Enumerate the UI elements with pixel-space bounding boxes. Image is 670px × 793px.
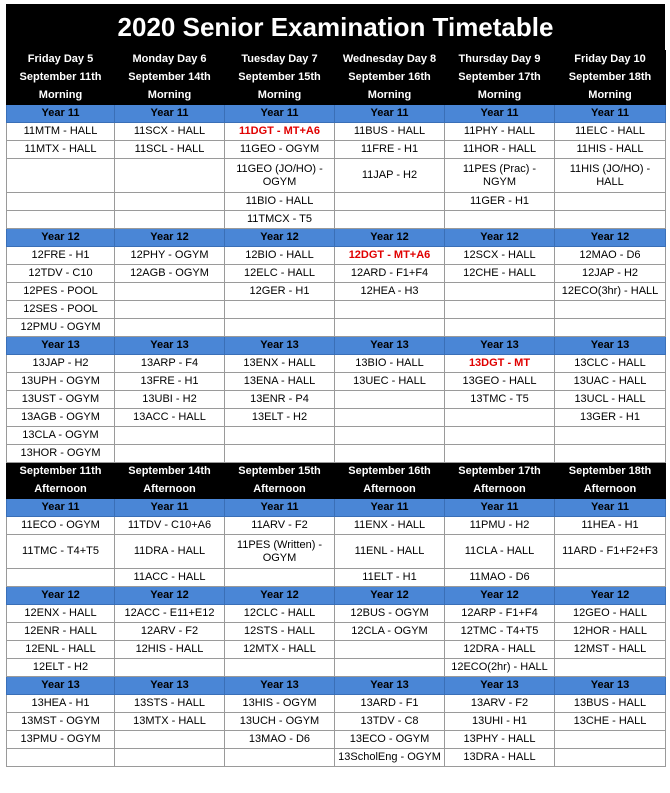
morning-day-header: September 11th xyxy=(7,69,115,87)
exam-cell: 13CHE - HALL xyxy=(555,713,666,731)
year-label: Year 13 xyxy=(335,337,445,355)
exam-cell: 13TMC - T5 xyxy=(445,391,555,409)
exam-cell: 11GER - H1 xyxy=(445,193,555,211)
afternoon-day-header: Afternoon xyxy=(7,481,115,499)
table-row xyxy=(7,301,666,319)
empty-cell xyxy=(225,569,335,587)
exam-cell: 13UCH - OGYM xyxy=(225,713,335,731)
exam-cell: 11DGT - MT+A6 xyxy=(225,123,335,141)
exam-cell: 12ENL - HALL xyxy=(7,641,115,659)
morning-day-header: Morning xyxy=(445,87,555,105)
exam-cell: 13ENA - HALL xyxy=(225,373,335,391)
exam-cell: 11MTM - HALL xyxy=(7,123,115,141)
empty-cell xyxy=(335,659,445,677)
morning-day-header: Wednesday Day 8 xyxy=(335,51,445,69)
table-row xyxy=(7,427,666,445)
year-label: Year 13 xyxy=(115,337,225,355)
morning-day-header: Morning xyxy=(555,87,666,105)
exam-cell: 12ENR - HALL xyxy=(7,623,115,641)
exam-cell: 11ELC - HALL xyxy=(555,123,666,141)
year-label: Year 12 xyxy=(7,229,115,247)
exam-cell: 11HEA - H1 xyxy=(555,517,666,535)
afternoon-year-band xyxy=(7,587,666,605)
year-label: Year 13 xyxy=(225,337,335,355)
exam-cell: 11PHY - HALL xyxy=(445,123,555,141)
empty-cell xyxy=(115,283,225,301)
afternoon-day-header: September 15th xyxy=(225,463,335,481)
exam-cell: 13UST - OGYM xyxy=(7,391,115,409)
morning-day-header: September 14th xyxy=(115,69,225,87)
exam-cell: 11PMU - H2 xyxy=(445,517,555,535)
exam-cell: 12GEO - HALL xyxy=(555,605,666,623)
morning-day-header: Tuesday Day 7 xyxy=(225,51,335,69)
exam-cell: 13ENX - HALL xyxy=(225,355,335,373)
exam-cell: 11GEO (JO/HO) - OGYM xyxy=(225,159,335,193)
exam-cell: 13ARD - F1 xyxy=(335,695,445,713)
year-label: Year 11 xyxy=(335,105,445,123)
exam-cell: 11JAP - H2 xyxy=(335,159,445,193)
exam-cell: 13GER - H1 xyxy=(555,409,666,427)
year-label: Year 13 xyxy=(335,677,445,695)
afternoon-day-header: Afternoon xyxy=(445,481,555,499)
exam-cell: 13AGB - OGYM xyxy=(7,409,115,427)
empty-cell xyxy=(225,749,335,767)
morning-day-header: September 15th xyxy=(225,69,335,87)
exam-cell: 12ELT - H2 xyxy=(7,659,115,677)
exam-cell: 13GEO - HALL xyxy=(445,373,555,391)
exam-cell: 13UPH - OGYM xyxy=(7,373,115,391)
empty-cell xyxy=(225,319,335,337)
morning-year-band xyxy=(7,337,666,355)
empty-cell xyxy=(555,427,666,445)
morning-day-header: September 18th xyxy=(555,69,666,87)
exam-cell: 12TMC - T4+T5 xyxy=(445,623,555,641)
exam-cell: 12HIS - HALL xyxy=(115,641,225,659)
table-row xyxy=(7,409,666,427)
morning-year-band xyxy=(7,229,666,247)
table-row xyxy=(7,713,666,731)
empty-cell xyxy=(445,445,555,463)
year-label: Year 12 xyxy=(555,587,666,605)
exam-cell: 12MAO - D6 xyxy=(555,247,666,265)
page-title: 2020 Senior Examination Timetable xyxy=(6,4,665,50)
exam-cell: 11MTX - HALL xyxy=(7,141,115,159)
year-label: Year 11 xyxy=(555,499,666,517)
afternoon-day-header: Afternoon xyxy=(335,481,445,499)
table-row xyxy=(7,141,666,159)
year-label: Year 13 xyxy=(555,337,666,355)
exam-cell: 12CLA - OGYM xyxy=(335,623,445,641)
empty-cell xyxy=(115,749,225,767)
exam-cell: 12DRA - HALL xyxy=(445,641,555,659)
exam-cell: 11DRA - HALL xyxy=(115,535,225,569)
table-row xyxy=(7,391,666,409)
exam-cell: 12GER - H1 xyxy=(225,283,335,301)
exam-cell: 12ECO(2hr) - HALL xyxy=(445,659,555,677)
exam-cell: 12ECO(3hr) - HALL xyxy=(555,283,666,301)
exam-cell: 11TDV - C10+A6 xyxy=(115,517,225,535)
exam-cell: 13MAO - D6 xyxy=(225,731,335,749)
empty-cell xyxy=(555,319,666,337)
exam-cell: 11ACC - HALL xyxy=(115,569,225,587)
exam-cell: 12ENX - HALL xyxy=(7,605,115,623)
empty-cell xyxy=(115,319,225,337)
empty-cell xyxy=(7,211,115,229)
exam-cell: 12PES - POOL xyxy=(7,283,115,301)
year-label: Year 11 xyxy=(7,499,115,517)
exam-cell: 13PMU - OGYM xyxy=(7,731,115,749)
exam-cell: 12HEA - H3 xyxy=(335,283,445,301)
exam-cell: 12ARP - F1+F4 xyxy=(445,605,555,623)
exam-cell: 13UCL - HALL xyxy=(555,391,666,409)
year-label: Year 12 xyxy=(225,229,335,247)
exam-cell: 12SES - POOL xyxy=(7,301,115,319)
empty-cell xyxy=(115,193,225,211)
year-label: Year 12 xyxy=(445,587,555,605)
exam-cell: 11PES (Prac) - NGYM xyxy=(445,159,555,193)
morning-header-row xyxy=(7,69,666,87)
empty-cell xyxy=(7,569,115,587)
year-label: Year 12 xyxy=(445,229,555,247)
afternoon-day-header: September 17th xyxy=(445,463,555,481)
exam-cell: 12HOR - HALL xyxy=(555,623,666,641)
exam-cell: 12ELC - HALL xyxy=(225,265,335,283)
exam-cell: 12ARD - F1+F4 xyxy=(335,265,445,283)
exam-cell: 13PHY - HALL xyxy=(445,731,555,749)
exam-cell: 11SCX - HALL xyxy=(115,123,225,141)
timetable-table xyxy=(6,50,666,767)
exam-cell: 13ARV - F2 xyxy=(445,695,555,713)
exam-cell: 12MTX - HALL xyxy=(225,641,335,659)
table-row xyxy=(7,283,666,301)
table-row xyxy=(7,623,666,641)
afternoon-year-band xyxy=(7,499,666,517)
table-row xyxy=(7,605,666,623)
year-label: Year 12 xyxy=(225,587,335,605)
year-label: Year 12 xyxy=(115,587,225,605)
morning-day-header: September 17th xyxy=(445,69,555,87)
empty-cell xyxy=(225,301,335,319)
exam-cell: 11CLA - HALL xyxy=(445,535,555,569)
table-row xyxy=(7,159,666,193)
afternoon-day-header: Afternoon xyxy=(225,481,335,499)
exam-cell: 13MST - OGYM xyxy=(7,713,115,731)
afternoon-header-row xyxy=(7,481,666,499)
year-label: Year 12 xyxy=(335,587,445,605)
exam-cell: 13HEA - H1 xyxy=(7,695,115,713)
empty-cell xyxy=(7,749,115,767)
morning-day-header: Thursday Day 9 xyxy=(445,51,555,69)
table-row xyxy=(7,749,666,767)
exam-cell: 11GEO - OGYM xyxy=(225,141,335,159)
year-label: Year 12 xyxy=(555,229,666,247)
empty-cell xyxy=(445,409,555,427)
empty-cell xyxy=(445,319,555,337)
morning-day-header: Morning xyxy=(335,87,445,105)
exam-cell: 12BIO - HALL xyxy=(225,247,335,265)
exam-cell: 11ENL - HALL xyxy=(335,535,445,569)
exam-cell: 13ScholEng - OGYM xyxy=(335,749,445,767)
morning-day-header: Friday Day 10 xyxy=(555,51,666,69)
afternoon-year-band xyxy=(7,677,666,695)
year-label: Year 13 xyxy=(445,337,555,355)
morning-day-header: September 16th xyxy=(335,69,445,87)
year-label: Year 11 xyxy=(225,105,335,123)
year-label: Year 12 xyxy=(7,587,115,605)
table-row xyxy=(7,695,666,713)
year-label: Year 13 xyxy=(115,677,225,695)
exam-cell: 11TMC - T4+T5 xyxy=(7,535,115,569)
exam-cell: 13ENR - P4 xyxy=(225,391,335,409)
empty-cell xyxy=(445,283,555,301)
exam-cell: 13CLA - OGYM xyxy=(7,427,115,445)
empty-cell xyxy=(115,731,225,749)
table-row xyxy=(7,265,666,283)
table-row xyxy=(7,731,666,749)
exam-cell: 11ECO - OGYM xyxy=(7,517,115,535)
empty-cell xyxy=(555,211,666,229)
exam-cell: 13MTX - HALL xyxy=(115,713,225,731)
exam-cell: 13BIO - HALL xyxy=(335,355,445,373)
exam-cell: 13UEC - HALL xyxy=(335,373,445,391)
exam-cell: 11MAO - D6 xyxy=(445,569,555,587)
exam-cell: 11BIO - HALL xyxy=(225,193,335,211)
empty-cell xyxy=(335,391,445,409)
exam-cell: 12AGB - OGYM xyxy=(115,265,225,283)
afternoon-day-header: September 14th xyxy=(115,463,225,481)
year-label: Year 11 xyxy=(445,499,555,517)
empty-cell xyxy=(115,301,225,319)
table-row xyxy=(7,123,666,141)
empty-cell xyxy=(7,159,115,193)
exam-cell: 12CHE - HALL xyxy=(445,265,555,283)
exam-cell: 11SCL - HALL xyxy=(115,141,225,159)
table-row xyxy=(7,659,666,677)
empty-cell xyxy=(335,641,445,659)
table-row xyxy=(7,211,666,229)
empty-cell xyxy=(115,211,225,229)
empty-cell xyxy=(555,731,666,749)
year-label: Year 11 xyxy=(335,499,445,517)
exam-cell: 13JAP - H2 xyxy=(7,355,115,373)
exam-cell: 12SCX - HALL xyxy=(445,247,555,265)
table-row xyxy=(7,193,666,211)
year-label: Year 13 xyxy=(445,677,555,695)
year-label: Year 11 xyxy=(445,105,555,123)
exam-cell: 13ELT - H2 xyxy=(225,409,335,427)
exam-cell: 13CLC - HALL xyxy=(555,355,666,373)
year-label: Year 11 xyxy=(7,105,115,123)
empty-cell xyxy=(555,193,666,211)
empty-cell xyxy=(115,427,225,445)
empty-cell xyxy=(115,659,225,677)
table-row xyxy=(7,641,666,659)
exam-cell: 11FRE - H1 xyxy=(335,141,445,159)
empty-cell xyxy=(335,427,445,445)
exam-cell: 11HOR - HALL xyxy=(445,141,555,159)
empty-cell xyxy=(445,427,555,445)
exam-cell: 12BUS - OGYM xyxy=(335,605,445,623)
table-row xyxy=(7,355,666,373)
exam-cell: 12STS - HALL xyxy=(225,623,335,641)
exam-cell: 13BUS - HALL xyxy=(555,695,666,713)
morning-year-band xyxy=(7,105,666,123)
afternoon-day-header: September 18th xyxy=(555,463,666,481)
table-row xyxy=(7,535,666,569)
exam-cell: 12FRE - H1 xyxy=(7,247,115,265)
empty-cell xyxy=(555,445,666,463)
table-row xyxy=(7,445,666,463)
empty-cell xyxy=(335,301,445,319)
exam-cell: 13DGT - MT xyxy=(445,355,555,373)
year-label: Year 13 xyxy=(225,677,335,695)
exam-cell: 11ENX - HALL xyxy=(335,517,445,535)
exam-cell: 11ELT - H1 xyxy=(335,569,445,587)
table-row xyxy=(7,247,666,265)
empty-cell xyxy=(555,301,666,319)
year-label: Year 11 xyxy=(555,105,666,123)
morning-header-row xyxy=(7,87,666,105)
year-label: Year 11 xyxy=(115,105,225,123)
empty-cell xyxy=(335,319,445,337)
exam-cell: 12JAP - H2 xyxy=(555,265,666,283)
empty-cell xyxy=(225,445,335,463)
empty-cell xyxy=(225,427,335,445)
exam-cell: 13ACC - HALL xyxy=(115,409,225,427)
morning-day-header: Monday Day 6 xyxy=(115,51,225,69)
exam-cell: 12PHY - OGYM xyxy=(115,247,225,265)
table-row xyxy=(7,373,666,391)
year-label: Year 13 xyxy=(555,677,666,695)
morning-day-header: Friday Day 5 xyxy=(7,51,115,69)
year-label: Year 11 xyxy=(225,499,335,517)
year-label: Year 13 xyxy=(7,337,115,355)
exam-cell: 11ARD - F1+F2+F3 xyxy=(555,535,666,569)
empty-cell xyxy=(555,659,666,677)
empty-cell xyxy=(335,211,445,229)
empty-cell xyxy=(335,409,445,427)
afternoon-header-row xyxy=(7,463,666,481)
exam-cell: 12CLC - HALL xyxy=(225,605,335,623)
empty-cell xyxy=(115,159,225,193)
table-row xyxy=(7,517,666,535)
exam-cell: 13STS - HALL xyxy=(115,695,225,713)
year-label: Year 12 xyxy=(115,229,225,247)
empty-cell xyxy=(445,301,555,319)
exam-cell: 13ECO - OGYM xyxy=(335,731,445,749)
year-label: Year 13 xyxy=(7,677,115,695)
empty-cell xyxy=(7,193,115,211)
exam-cell: 12ARV - F2 xyxy=(115,623,225,641)
empty-cell xyxy=(445,211,555,229)
afternoon-day-header: September 11th xyxy=(7,463,115,481)
morning-day-header: Morning xyxy=(115,87,225,105)
exam-cell: 11HIS - HALL xyxy=(555,141,666,159)
exam-cell: 11ARV - F2 xyxy=(225,517,335,535)
exam-cell: 13UHI - H1 xyxy=(445,713,555,731)
year-label: Year 11 xyxy=(115,499,225,517)
exam-cell: 12TDV - C10 xyxy=(7,265,115,283)
empty-cell xyxy=(555,749,666,767)
afternoon-day-header: September 16th xyxy=(335,463,445,481)
empty-cell xyxy=(115,445,225,463)
empty-cell xyxy=(225,659,335,677)
afternoon-day-header: Afternoon xyxy=(555,481,666,499)
exam-cell: 11BUS - HALL xyxy=(335,123,445,141)
exam-cell: 12ACC - E11+E12 xyxy=(115,605,225,623)
exam-cell: 13HOR - OGYM xyxy=(7,445,115,463)
year-label: Year 12 xyxy=(335,229,445,247)
table-row xyxy=(7,569,666,587)
empty-cell xyxy=(335,445,445,463)
morning-day-header: Morning xyxy=(225,87,335,105)
morning-header-row xyxy=(7,51,666,69)
exam-cell: 12DGT - MT+A6 xyxy=(335,247,445,265)
exam-cell: 12MST - HALL xyxy=(555,641,666,659)
table-row xyxy=(7,319,666,337)
empty-cell xyxy=(555,569,666,587)
exam-cell: 13HIS - OGYM xyxy=(225,695,335,713)
exam-cell: 13DRA - HALL xyxy=(445,749,555,767)
exam-cell: 13UBI - H2 xyxy=(115,391,225,409)
exam-cell: 13TDV - C8 xyxy=(335,713,445,731)
afternoon-day-header: Afternoon xyxy=(115,481,225,499)
empty-cell xyxy=(335,193,445,211)
exam-cell: 11HIS (JO/HO) - HALL xyxy=(555,159,666,193)
exam-cell: 13ARP - F4 xyxy=(115,355,225,373)
exam-cell: 11TMCX - T5 xyxy=(225,211,335,229)
morning-day-header: Morning xyxy=(7,87,115,105)
exam-cell: 13FRE - H1 xyxy=(115,373,225,391)
exam-cell: 11PES (Written) - OGYM xyxy=(225,535,335,569)
exam-cell: 12PMU - OGYM xyxy=(7,319,115,337)
exam-cell: 13UAC - HALL xyxy=(555,373,666,391)
